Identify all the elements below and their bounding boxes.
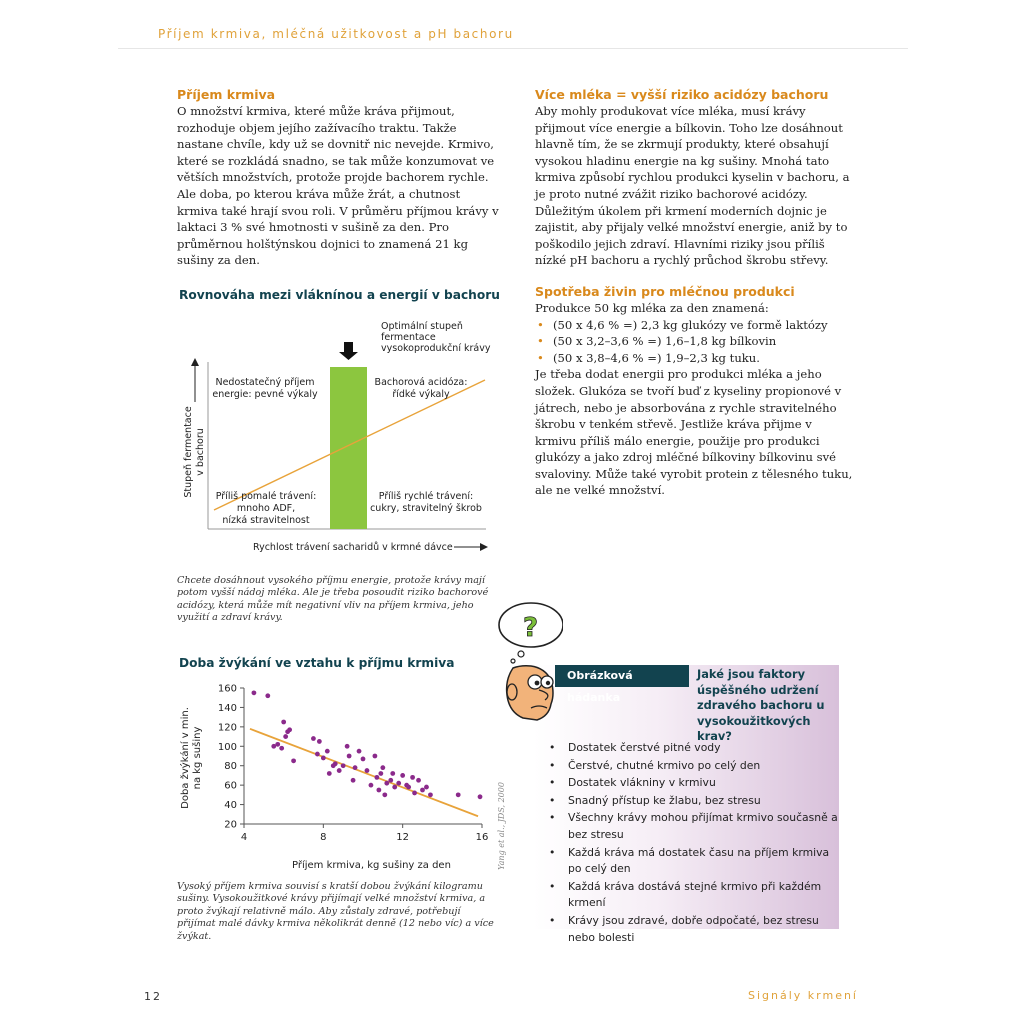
data-point — [347, 754, 352, 759]
paragraph: O množství krmiva, které může kráva přijmout, rozhoduje objem jejího zažívacího traktu. Takže nastane chvíle, kdy už se dovnitř nic nevejde. Krmivo, které se rozkládá snadno, se tak může konzumovat ve větších množstvích, protože projde bachorem rychle. — [177, 104, 495, 185]
data-point — [392, 785, 397, 790]
chart-caption: Vysoký příjem krmiva souvisí s kratší dobou žvýkání kilogramu sušiny. Vysokoužitkové krávy přijímají velké množství krmiva, a proto žvýkají relativně málo. Aby zůstaly zdravé, potřebují přijímat malé dávky krmiva několikrát denně (12 nebo víc) a více žvýkat. — [177, 881, 494, 942]
optimal-label-2: fermentace — [381, 332, 436, 343]
list-item: • Dostatek vlákniny v krmivu — [543, 775, 843, 792]
top-right-label-1: Bachorová acidóza: — [374, 377, 468, 388]
list-item: • Všechny krávy mohou přijímat krmivo současně a bez stresu — [543, 810, 843, 843]
y-axis-label-1: Doba žvýkání v min. — [180, 707, 191, 809]
x-tick-labels — [241, 832, 489, 843]
y-axis-label-1: Stupeň fermentace — [183, 406, 194, 498]
top-left-label-1: Nedostatečný příjem — [215, 377, 315, 388]
data-point — [416, 778, 421, 783]
data-point — [428, 792, 433, 797]
data-point — [406, 785, 411, 790]
data-point — [357, 749, 362, 754]
list-item: • (50 x 4,6 % =) 2,3 kg glukózy ve formě laktózy — [535, 317, 853, 334]
y-tick-label: 80 — [224, 761, 237, 773]
data-point — [321, 756, 326, 761]
data-point — [478, 794, 483, 799]
bottom-left-label-2: mnoho ADF, — [236, 503, 296, 514]
y-tick-label: 120 — [217, 722, 237, 734]
data-point — [331, 763, 336, 768]
data-point — [369, 783, 374, 788]
x-axis-label: Příjem krmiva, kg sušiny za den — [292, 860, 451, 871]
data-point — [311, 736, 316, 741]
data-point — [420, 788, 425, 793]
puzzle-answers — [543, 740, 843, 947]
section-heading-intake: Příjem krmiva — [177, 87, 276, 102]
optimal-zone-bar — [330, 367, 367, 529]
data-point — [390, 771, 395, 776]
nutrient-list — [535, 317, 853, 367]
bottom-left-label-1: Příliš pomalé trávení: — [215, 491, 317, 502]
data-point — [351, 778, 356, 783]
list-item: • Čerstvé, chutné krmivo po celý den — [543, 758, 843, 775]
trend-line — [250, 729, 478, 816]
data-point — [252, 690, 257, 695]
data-point — [456, 792, 461, 797]
y-tick-label: 100 — [217, 741, 237, 753]
data-point — [410, 775, 415, 780]
data-point — [291, 758, 296, 763]
data-point — [341, 763, 346, 768]
puzzle-label: Obrázková hádanka — [555, 665, 689, 687]
x-tick-label: 16 — [475, 832, 489, 843]
data-point — [374, 775, 379, 780]
left-text-column — [177, 87, 499, 269]
data-points — [252, 690, 483, 799]
paragraph: Je třeba dodat energii pro produkci mléka a jeho složek. Glukóza se tvoří buď z kyseliny propionové v játrech, nebo je absorbována z rychle stravitelného škrobu v tenkém střevě. Jestliže kráva přijme v krmivu příliš málo energie, použije pro produkci glukózy a jako zdroj mléčné bílkoviny bílkovinu své svaloviny. Může také vyrobit protein z tělesného tuku, ale ne velké množství. — [535, 367, 853, 498]
paragraph: Aby mohly produkovat více mléka, musí krávy přijmout více energie a bílkovin. Toho lze dosáhnout hlavně tím, že se zkrmují produkty, které obsahují vysokou hladinu energie na kg sušiny. Mnohá tato krmiva způsobí rychlou produkci kyselin v bachoru, a je proto nutné zvážit riziko bachorové acidózy. Důležitým úkolem při krmení moderních dojnic je zajistit, aby přijaly velké množství energie, aniž by to poškodilo jejich zdraví. Hlavními riziky jsou příliš nízké pH bachoru a rychlý průchod škrobu střevy. — [535, 104, 850, 268]
data-point — [396, 781, 401, 786]
list-item: • (50 x 3,2–3,6 % =) 1,6–1,8 kg bílkovin — [535, 333, 853, 350]
bottom-right-label-1: Příliš rychlé trávení: — [378, 491, 474, 502]
running-header: Příjem krmiva, mléčná užitkovost a pH bachoru — [158, 27, 514, 41]
page-number: 12 — [144, 990, 162, 1003]
data-point — [424, 785, 429, 790]
data-point — [327, 771, 332, 776]
paragraph: Produkce 50 kg mléka za den znamená: — [535, 300, 769, 315]
data-point — [353, 765, 358, 770]
data-point — [382, 792, 387, 797]
optimal-label-3: vysokoprodukční krávy — [381, 343, 491, 354]
y-tick-label: 40 — [224, 800, 237, 812]
data-point — [361, 757, 366, 762]
bottom-left-label-3: nízká stravitelnost — [222, 515, 310, 526]
data-point — [275, 742, 280, 747]
fermentation-diagram — [178, 312, 508, 572]
data-point — [281, 720, 286, 725]
list-item: • Krávy jsou zdravé, dobře odpočaté, bez stresu nebo bolesti — [543, 913, 843, 946]
data-point — [388, 778, 393, 783]
data-point — [384, 781, 389, 786]
data-point — [337, 768, 342, 773]
data-point — [365, 768, 370, 773]
data-point — [317, 739, 322, 744]
x-tick-label: 12 — [396, 832, 410, 843]
list-item: • Snadný přístup ke žlabu, bez stresu — [543, 793, 843, 810]
list-item: • Dostatek čerstvé pitné vody — [543, 740, 843, 757]
data-point — [378, 771, 383, 776]
data-point — [315, 752, 320, 757]
data-point — [380, 765, 385, 770]
x-tick-label: 4 — [240, 832, 248, 843]
y-tick-label: 140 — [217, 702, 237, 714]
running-footer: Signály krmení — [747, 989, 858, 1002]
data-point — [325, 749, 330, 754]
data-point — [412, 791, 417, 796]
data-point — [373, 754, 378, 759]
data-point — [400, 773, 405, 778]
y-tick-label: 20 — [224, 819, 237, 831]
y-tick-label: 60 — [224, 780, 237, 792]
puzzle-question: Jaké jsou faktory úspěšného udržení zdravého bachoru u vysokoužitkových krav? — [697, 667, 825, 744]
data-point — [283, 734, 288, 739]
right-text-column — [535, 87, 853, 499]
x-axis-label: Rychlost trávení sacharidů v krmné dávce — [253, 542, 453, 553]
section-heading-nutrients: Spotřeba živin pro mléčnou produkci — [535, 283, 795, 299]
list-item: • (50 x 3,8–4,6 % =) 1,9–2,3 kg tuku. — [535, 350, 853, 367]
optimal-arrow — [339, 342, 358, 360]
top-left-label-2: energie: pevné výkaly — [212, 389, 318, 400]
diagram-title: Rovnováha mezi vláknínou a energií v bachoru — [179, 288, 500, 302]
section-heading-acidosis: Více mléka = vyšší riziko acidózy bachoru — [535, 87, 829, 102]
top-right-label-2: řídké výkaly — [392, 389, 450, 400]
y-tick-label: 160 — [217, 683, 237, 695]
y-axis-label-2: v bachoru — [195, 428, 206, 476]
y-axis-label-2: na kg sušiny — [192, 726, 203, 790]
scatter-chart — [176, 678, 496, 878]
y-tick-labels — [218, 684, 237, 831]
list-item: • Každá kráva dostává stejné krmivo při každém krmení — [543, 879, 843, 912]
data-point — [279, 746, 284, 751]
data-point — [265, 693, 270, 698]
source-credit: Yang et al., JDS, 2000 — [497, 782, 506, 870]
data-point — [376, 788, 381, 793]
header-divider — [118, 48, 908, 49]
bottom-right-label-2: cukry, stravitelný škrob — [370, 503, 482, 514]
optimal-label-1: Optimální stupeň — [381, 321, 463, 332]
data-point — [345, 744, 350, 749]
list-item: • Každá kráva má dostatek času na příjem krmiva po celý den — [543, 845, 843, 878]
thinking-head-icon — [493, 600, 563, 730]
x-tick-label: 8 — [320, 832, 327, 843]
svg-text:?: ? — [523, 613, 539, 643]
data-point — [287, 727, 292, 732]
paragraph: Ale doba, po kterou kráva může žrát, a chutnost krmiva také hrají svou roli. V průměru příjmou krávy v laktaci 3 % své hmotnosti v sušině za den. Pro průměrnou holštýnskou dojnici to znamená 21 kg sušiny za den. — [177, 186, 499, 268]
diagram-caption: Chcete dosáhnout vysokého příjmu energie, protože krávy mají potom vyšší nádoj mléka. Ale je třeba posoudit riziko bachorové acidózy, která může mít negativní vliv na příjem krmiva, jeho využití a zdraví krávy. — [177, 575, 489, 624]
chart-title: Doba žvýkání ve vztahu k příjmu krmiva — [179, 656, 455, 670]
